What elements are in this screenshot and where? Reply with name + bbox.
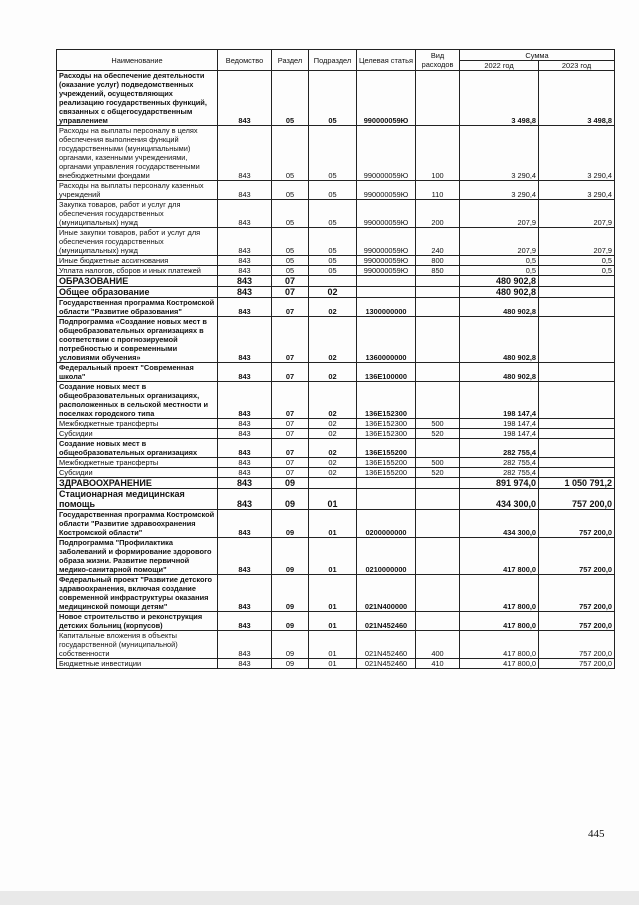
cell-type bbox=[416, 538, 460, 575]
cell-section: 07 bbox=[272, 429, 309, 439]
cell-target: 990000059Ю bbox=[357, 228, 416, 256]
cell-subsection: 05 bbox=[309, 228, 357, 256]
cell-subsection: 02 bbox=[309, 458, 357, 468]
cell-target: 136E155200 bbox=[357, 468, 416, 478]
table-row bbox=[57, 363, 615, 382]
cell-section: 07 bbox=[272, 317, 309, 363]
cell-2023: 0,5 bbox=[539, 266, 615, 276]
cell-2022: 282 755,4 bbox=[460, 458, 539, 468]
table-row bbox=[57, 181, 615, 200]
cell-2023 bbox=[539, 287, 615, 298]
cell-type: 500 bbox=[416, 419, 460, 429]
cell-dept: 843 bbox=[218, 468, 272, 478]
header-2022: 2022 год bbox=[460, 61, 539, 71]
cell-name: Расходы на выплаты персоналу казенных учреждений bbox=[57, 181, 218, 200]
table-row bbox=[57, 266, 615, 276]
cell-subsection: 05 bbox=[309, 266, 357, 276]
cell-type bbox=[416, 287, 460, 298]
cell-type: 100 bbox=[416, 126, 460, 181]
cell-name: Подпрограмма «Создание новых мест в общеобразовательных организациях в соответствии с прогнозируемой потребностью и современными условиями обучения» bbox=[57, 317, 218, 363]
cell-subsection bbox=[309, 478, 357, 489]
cell-name: ОБРАЗОВАНИЕ bbox=[57, 276, 218, 287]
cell-2023: 757 200,0 bbox=[539, 631, 615, 659]
cell-name: Капитальные вложения в объекты государственной (муниципальной) собственности bbox=[57, 631, 218, 659]
cell-2022: 0,5 bbox=[460, 256, 539, 266]
cell-type bbox=[416, 276, 460, 287]
cell-subsection bbox=[309, 276, 357, 287]
cell-dept: 843 bbox=[218, 256, 272, 266]
cell-2023 bbox=[539, 439, 615, 458]
cell-subsection: 02 bbox=[309, 298, 357, 317]
cell-name: Иные закупки товаров, работ и услуг для обеспечения государственных (муниципальных) нужд bbox=[57, 228, 218, 256]
cell-2023 bbox=[539, 317, 615, 363]
cell-target: 136E100000 bbox=[357, 363, 416, 382]
cell-target: 0210000000 bbox=[357, 538, 416, 575]
cell-name: Новое строительство и реконструкция детских больниц (корпусов) bbox=[57, 612, 218, 631]
cell-target: 136E152300 bbox=[357, 419, 416, 429]
cell-dept: 843 bbox=[218, 538, 272, 575]
cell-dept: 843 bbox=[218, 287, 272, 298]
cell-subsection: 05 bbox=[309, 126, 357, 181]
cell-name: Подпрограмма "Профилактика заболеваний и формирование здорового образа жизни. Развитие первичной медико-санитарной помощи" bbox=[57, 538, 218, 575]
cell-section: 05 bbox=[272, 256, 309, 266]
cell-section: 09 bbox=[272, 575, 309, 612]
cell-target: 990000059Ю bbox=[357, 200, 416, 228]
cell-target: 990000059Ю bbox=[357, 126, 416, 181]
cell-2022: 198 147,4 bbox=[460, 419, 539, 429]
cell-type bbox=[416, 612, 460, 631]
cell-section: 09 bbox=[272, 659, 309, 669]
cell-dept: 843 bbox=[218, 363, 272, 382]
cell-dept: 843 bbox=[218, 458, 272, 468]
cell-type bbox=[416, 363, 460, 382]
cell-dept: 843 bbox=[218, 478, 272, 489]
cell-dept: 843 bbox=[218, 510, 272, 538]
cell-2022: 282 755,4 bbox=[460, 439, 539, 458]
table-body bbox=[57, 71, 615, 669]
cell-2022: 480 902,8 bbox=[460, 298, 539, 317]
cell-name: Федеральный проект "Современная школа" bbox=[57, 363, 218, 382]
cell-dept: 843 bbox=[218, 200, 272, 228]
cell-target: 136E152300 bbox=[357, 382, 416, 419]
cell-dept: 843 bbox=[218, 439, 272, 458]
cell-subsection: 05 bbox=[309, 200, 357, 228]
cell-section: 07 bbox=[272, 419, 309, 429]
cell-subsection: 02 bbox=[309, 363, 357, 382]
cell-section: 09 bbox=[272, 631, 309, 659]
cell-target: 990000059Ю bbox=[357, 181, 416, 200]
cell-subsection: 01 bbox=[309, 510, 357, 538]
header-dept: Ведомство bbox=[218, 50, 272, 71]
cell-2023 bbox=[539, 363, 615, 382]
cell-type: 850 bbox=[416, 266, 460, 276]
cell-2022: 417 800,0 bbox=[460, 659, 539, 669]
cell-name: Бюджетные инвестиции bbox=[57, 659, 218, 669]
cell-dept: 843 bbox=[218, 276, 272, 287]
table-row bbox=[57, 200, 615, 228]
cell-2022: 417 800,0 bbox=[460, 575, 539, 612]
cell-type bbox=[416, 71, 460, 126]
cell-dept: 843 bbox=[218, 181, 272, 200]
table-row bbox=[57, 228, 615, 256]
cell-target: 1360000000 bbox=[357, 317, 416, 363]
cell-subsection: 05 bbox=[309, 256, 357, 266]
cell-section: 07 bbox=[272, 458, 309, 468]
cell-name: Федеральный проект "Развитие детского здравоохранения, включая создание современной инфраструктуры оказания медицинской помощи детям" bbox=[57, 575, 218, 612]
cell-name: Уплата налогов, сборов и иных платежей bbox=[57, 266, 218, 276]
cell-2023: 757 200,0 bbox=[539, 538, 615, 575]
cell-dept: 843 bbox=[218, 419, 272, 429]
cell-type bbox=[416, 575, 460, 612]
cell-dept: 843 bbox=[218, 429, 272, 439]
cell-2022: 417 800,0 bbox=[460, 538, 539, 575]
cell-section: 07 bbox=[272, 382, 309, 419]
cell-type: 110 bbox=[416, 181, 460, 200]
cell-dept: 843 bbox=[218, 612, 272, 631]
cell-dept: 843 bbox=[218, 317, 272, 363]
cell-subsection: 02 bbox=[309, 317, 357, 363]
table-row bbox=[57, 468, 615, 478]
cell-subsection: 01 bbox=[309, 659, 357, 669]
cell-name: Государственная программа Костромской области "Развитие образования" bbox=[57, 298, 218, 317]
cell-subsection: 02 bbox=[309, 429, 357, 439]
cell-target bbox=[357, 478, 416, 489]
cell-2022: 207,9 bbox=[460, 200, 539, 228]
cell-name: Субсидии bbox=[57, 468, 218, 478]
cell-type: 500 bbox=[416, 458, 460, 468]
cell-type bbox=[416, 489, 460, 510]
cell-name: Субсидии bbox=[57, 429, 218, 439]
header-exp-type: Вид расходов bbox=[416, 50, 460, 71]
cell-subsection: 01 bbox=[309, 489, 357, 510]
table-row bbox=[57, 317, 615, 363]
cell-2022: 198 147,4 bbox=[460, 429, 539, 439]
cell-target: 1300000000 bbox=[357, 298, 416, 317]
cell-name: Стационарная медицинская помощь bbox=[57, 489, 218, 510]
budget-table bbox=[56, 49, 615, 669]
cell-type bbox=[416, 298, 460, 317]
table-row bbox=[57, 429, 615, 439]
cell-dept: 843 bbox=[218, 382, 272, 419]
page-number: 445 bbox=[588, 828, 605, 840]
table-row bbox=[57, 510, 615, 538]
cell-2023: 207,9 bbox=[539, 228, 615, 256]
cell-2023: 0,5 bbox=[539, 256, 615, 266]
header-subsection: Подраздел bbox=[309, 50, 357, 71]
cell-target bbox=[357, 276, 416, 287]
cell-section: 09 bbox=[272, 478, 309, 489]
cell-type bbox=[416, 317, 460, 363]
cell-target: 021N452460 bbox=[357, 659, 416, 669]
cell-section: 05 bbox=[272, 71, 309, 126]
cell-2022: 0,5 bbox=[460, 266, 539, 276]
cell-2022: 434 300,0 bbox=[460, 510, 539, 538]
cell-2022: 480 902,8 bbox=[460, 276, 539, 287]
cell-2023: 3 290,4 bbox=[539, 181, 615, 200]
header-section: Раздел bbox=[272, 50, 309, 71]
cell-subsection: 01 bbox=[309, 612, 357, 631]
cell-dept: 843 bbox=[218, 71, 272, 126]
table-row bbox=[57, 126, 615, 181]
cell-subsection: 05 bbox=[309, 71, 357, 126]
table-row bbox=[57, 659, 615, 669]
cell-2022: 434 300,0 bbox=[460, 489, 539, 510]
cell-subsection: 02 bbox=[309, 287, 357, 298]
cell-2023 bbox=[539, 468, 615, 478]
cell-2023: 1 050 791,2 bbox=[539, 478, 615, 489]
cell-name: Межбюджетные трансферты bbox=[57, 458, 218, 468]
header-name: Наименование bbox=[57, 50, 218, 71]
cell-2023: 3 498,8 bbox=[539, 71, 615, 126]
cell-2022: 480 902,8 bbox=[460, 363, 539, 382]
cell-2022: 3 290,4 bbox=[460, 126, 539, 181]
cell-2023: 3 290,4 bbox=[539, 126, 615, 181]
scan-edge bbox=[0, 891, 639, 905]
table-row bbox=[57, 575, 615, 612]
cell-2022: 891 974,0 bbox=[460, 478, 539, 489]
cell-target: 990000059Ю bbox=[357, 266, 416, 276]
table-header bbox=[57, 50, 615, 71]
cell-name: Государственная программа Костромской области "Развитие здравоохранения Костромской области" bbox=[57, 510, 218, 538]
table-row bbox=[57, 538, 615, 575]
cell-type: 240 bbox=[416, 228, 460, 256]
table-row bbox=[57, 298, 615, 317]
cell-dept: 843 bbox=[218, 489, 272, 510]
cell-2023 bbox=[539, 298, 615, 317]
cell-name: Закупка товаров, работ и услуг для обеспечения государственных (муниципальных) нужд bbox=[57, 200, 218, 228]
table-row bbox=[57, 612, 615, 631]
cell-type bbox=[416, 439, 460, 458]
cell-dept: 843 bbox=[218, 266, 272, 276]
header-sum: Сумма bbox=[460, 50, 615, 61]
cell-target bbox=[357, 489, 416, 510]
header-2023: 2023 год bbox=[539, 61, 615, 71]
cell-type: 400 bbox=[416, 631, 460, 659]
cell-section: 05 bbox=[272, 228, 309, 256]
cell-section: 07 bbox=[272, 363, 309, 382]
cell-target: 136E155200 bbox=[357, 439, 416, 458]
cell-type: 520 bbox=[416, 429, 460, 439]
cell-2023 bbox=[539, 276, 615, 287]
cell-2023 bbox=[539, 429, 615, 439]
table-row bbox=[57, 439, 615, 458]
cell-target: 136E152300 bbox=[357, 429, 416, 439]
cell-2023 bbox=[539, 382, 615, 419]
cell-target: 990000059Ю bbox=[357, 256, 416, 266]
cell-target: 021N452460 bbox=[357, 612, 416, 631]
cell-subsection: 01 bbox=[309, 631, 357, 659]
cell-2022: 3 498,8 bbox=[460, 71, 539, 126]
cell-section: 05 bbox=[272, 126, 309, 181]
table-row bbox=[57, 631, 615, 659]
cell-section: 09 bbox=[272, 489, 309, 510]
cell-dept: 843 bbox=[218, 298, 272, 317]
cell-2022: 480 902,8 bbox=[460, 317, 539, 363]
cell-target bbox=[357, 287, 416, 298]
cell-2023: 757 200,0 bbox=[539, 575, 615, 612]
cell-name: ЗДРАВООХРАНЕНИЕ bbox=[57, 478, 218, 489]
cell-subsection: 02 bbox=[309, 382, 357, 419]
cell-dept: 843 bbox=[218, 659, 272, 669]
cell-name: Расходы на выплаты персоналу в целях обеспечения выполнения функций государственными (муниципальными) органами, казенными учреждениями, органами управления государственными внебюджетными фондами bbox=[57, 126, 218, 181]
cell-2022: 207,9 bbox=[460, 228, 539, 256]
cell-subsection: 02 bbox=[309, 468, 357, 478]
cell-type: 200 bbox=[416, 200, 460, 228]
cell-name: Общее образование bbox=[57, 287, 218, 298]
cell-type: 520 bbox=[416, 468, 460, 478]
cell-2023: 757 200,0 bbox=[539, 659, 615, 669]
cell-target: 021N452460 bbox=[357, 631, 416, 659]
cell-section: 07 bbox=[272, 439, 309, 458]
cell-type bbox=[416, 510, 460, 538]
cell-2023: 757 200,0 bbox=[539, 612, 615, 631]
table-row bbox=[57, 419, 615, 429]
table-row bbox=[57, 276, 615, 287]
cell-subsection: 01 bbox=[309, 538, 357, 575]
cell-section: 05 bbox=[272, 200, 309, 228]
cell-2022: 282 755,4 bbox=[460, 468, 539, 478]
cell-subsection: 01 bbox=[309, 575, 357, 612]
cell-type: 410 bbox=[416, 659, 460, 669]
cell-dept: 843 bbox=[218, 126, 272, 181]
table-row bbox=[57, 489, 615, 510]
cell-target: 990000059Ю bbox=[357, 71, 416, 126]
cell-2022: 3 290,4 bbox=[460, 181, 539, 200]
cell-2023 bbox=[539, 419, 615, 429]
cell-target: 021N400000 bbox=[357, 575, 416, 612]
cell-section: 09 bbox=[272, 612, 309, 631]
cell-2023: 757 200,0 bbox=[539, 489, 615, 510]
table-row bbox=[57, 256, 615, 266]
cell-subsection: 02 bbox=[309, 419, 357, 429]
cell-2023: 207,9 bbox=[539, 200, 615, 228]
cell-section: 07 bbox=[272, 287, 309, 298]
cell-2022: 417 800,0 bbox=[460, 631, 539, 659]
cell-section: 07 bbox=[272, 276, 309, 287]
cell-dept: 843 bbox=[218, 228, 272, 256]
cell-dept: 843 bbox=[218, 575, 272, 612]
table-row bbox=[57, 458, 615, 468]
cell-section: 09 bbox=[272, 538, 309, 575]
cell-subsection: 02 bbox=[309, 439, 357, 458]
header-target: Целевая статья bbox=[357, 50, 416, 71]
cell-section: 07 bbox=[272, 298, 309, 317]
cell-name: Расходы на обеспечение деятельности (оказание услуг) подведомственных учреждений, осуществляющих реализацию государственных функций, связанных с общегосударственным управлением bbox=[57, 71, 218, 126]
cell-2022: 417 800,0 bbox=[460, 612, 539, 631]
cell-2023: 757 200,0 bbox=[539, 510, 615, 538]
cell-target: 0200000000 bbox=[357, 510, 416, 538]
cell-dept: 843 bbox=[218, 631, 272, 659]
cell-name: Межбюджетные трансферты bbox=[57, 419, 218, 429]
cell-section: 05 bbox=[272, 266, 309, 276]
cell-section: 09 bbox=[272, 510, 309, 538]
cell-2022: 198 147,4 bbox=[460, 382, 539, 419]
cell-subsection: 05 bbox=[309, 181, 357, 200]
table-row bbox=[57, 478, 615, 489]
cell-2023 bbox=[539, 458, 615, 468]
cell-section: 07 bbox=[272, 468, 309, 478]
cell-name: Создание новых мест в общеобразовательных организациях, расположенных в сельской местности и поселках городского типа bbox=[57, 382, 218, 419]
table-row bbox=[57, 287, 615, 298]
cell-2022: 480 902,8 bbox=[460, 287, 539, 298]
cell-section: 05 bbox=[272, 181, 309, 200]
table-row bbox=[57, 71, 615, 126]
cell-name: Создание новых мест в общеобразовательных организациях bbox=[57, 439, 218, 458]
cell-type: 800 bbox=[416, 256, 460, 266]
cell-target: 136E155200 bbox=[357, 458, 416, 468]
cell-type bbox=[416, 382, 460, 419]
cell-type bbox=[416, 478, 460, 489]
cell-name: Иные бюджетные ассигнования bbox=[57, 256, 218, 266]
table-row bbox=[57, 382, 615, 419]
